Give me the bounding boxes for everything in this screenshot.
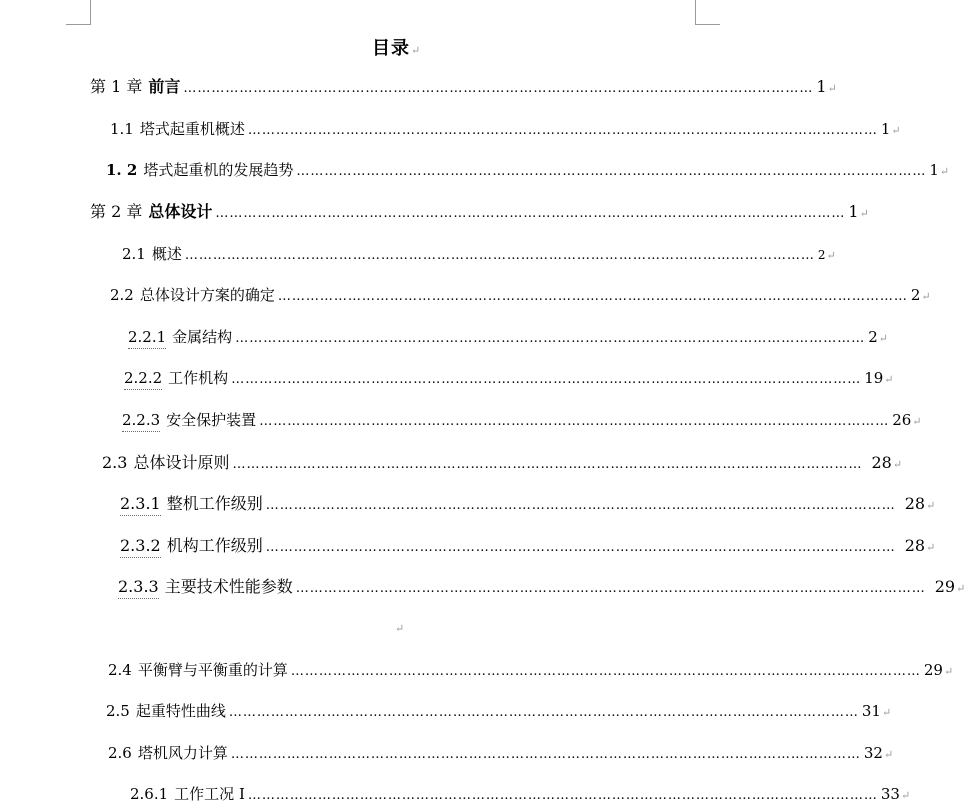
- crop-mark-top-right: [695, 0, 720, 25]
- toc-entry-page: 28: [904, 494, 926, 513]
- paragraph-mark-icon: ↵: [411, 44, 422, 57]
- toc-entry-page: 32: [863, 744, 883, 762]
- toc-entry-number: 2.3.1: [120, 493, 161, 516]
- toc-entry[interactable]: [90, 201, 869, 223]
- dot-leader: ………………………………………………………………………………………………………………………: [296, 164, 927, 179]
- paragraph-mark-icon: ↵: [926, 541, 936, 554]
- paragraph-mark-icon: ↵: [900, 789, 911, 802]
- toc-entry-label: 平衡臂与平衡重的计算: [137, 661, 288, 679]
- paragraph-mark-icon: ↵: [884, 373, 894, 386]
- paragraph-mark-icon: ↵: [827, 82, 837, 95]
- toc-entry-label: 概述: [151, 245, 182, 263]
- toc-entry-page: 2: [910, 286, 921, 304]
- toc-entry-number: 2.2.1: [128, 326, 166, 349]
- toc-entry-number: 2.4: [108, 661, 132, 679]
- toc-entry[interactable]: [130, 783, 911, 805]
- toc-entry-page: 19: [864, 369, 884, 387]
- toc-entry-page: 31: [861, 702, 881, 720]
- toc-entry-label: 机构工作级别: [166, 536, 263, 555]
- toc-title-text: 目录: [372, 38, 410, 59]
- paragraph-mark-icon: ↵: [956, 582, 965, 595]
- toc-entry-page: 1: [816, 77, 827, 96]
- toc-entry-page: 1: [848, 202, 859, 221]
- toc-entry-number: 第 2 章: [90, 202, 143, 221]
- toc-entry[interactable]: [110, 118, 901, 140]
- toc-entry-number: 1.1: [110, 120, 134, 138]
- toc-entry-number: 2.3.2: [120, 535, 161, 558]
- toc-entry-page: 2: [868, 328, 878, 346]
- toc-entry-label: 总体设计原则: [133, 453, 230, 472]
- paragraph-mark-icon: ↵: [859, 207, 869, 220]
- toc-entry-label: 工作工况 I: [174, 785, 245, 803]
- toc-entry-label: 塔式起重机的发展趋势: [143, 161, 294, 179]
- toc-entry-number: 2.2.2: [124, 367, 162, 390]
- toc-entry[interactable]: [128, 326, 888, 348]
- toc-entry-number: 1. 2: [106, 161, 138, 179]
- toc-entry[interactable]: [106, 159, 950, 181]
- toc-entry-page: 29: [934, 577, 956, 596]
- paragraph-mark-icon: ↵: [912, 415, 922, 428]
- dot-leader: ………………………………………………………………………………………………………………………: [215, 206, 846, 221]
- toc-entry-page: 1: [929, 161, 939, 179]
- dot-leader: ………………………………………………………………………………………………………………………: [247, 788, 878, 803]
- paragraph-mark-icon: ↵: [881, 706, 892, 719]
- dot-leader: ………………………………………………………………………………………………………………………: [265, 498, 896, 513]
- toc-entry[interactable]: [90, 76, 837, 98]
- paragraph-mark-icon: ↵: [878, 332, 888, 345]
- toc-entry[interactable]: [122, 243, 836, 265]
- dot-leader: ………………………………………………………………………………………………………………………: [232, 457, 863, 472]
- toc-entry-label: 金属结构: [172, 328, 233, 346]
- dot-leader: ………………………………………………………………………………………………………………………: [183, 81, 814, 96]
- dot-leader: ………………………………………………………………………………………………………………………: [277, 289, 908, 304]
- dot-leader: ………………………………………………………………………………………………………………………: [265, 540, 896, 555]
- dot-leader: ………………………………………………………………………………………………………………………: [231, 372, 862, 387]
- dot-leader: ………………………………………………………………………………………………………………………: [290, 664, 921, 679]
- toc-entry-label: 前言: [148, 77, 181, 96]
- toc-title: [372, 34, 421, 60]
- toc-entry-label: 安全保护装置: [166, 411, 257, 429]
- paragraph-mark-icon: ↵: [926, 499, 936, 512]
- toc-entry-page: 28: [904, 536, 926, 555]
- toc-entry-number: 2.3: [102, 453, 128, 472]
- toc-entry[interactable]: [102, 452, 903, 474]
- dot-leader: ………………………………………………………………………………………………………………………: [247, 123, 878, 138]
- toc-entry-number: 2.2.3: [122, 409, 160, 432]
- paragraph-mark-icon: ↵: [891, 124, 901, 137]
- toc-entry[interactable]: [110, 284, 931, 306]
- toc-entry-page: 29: [923, 661, 943, 679]
- toc-entry-page: 33: [880, 785, 900, 803]
- dot-leader: ………………………………………………………………………………………………………………………: [184, 248, 815, 263]
- paragraph-mark-icon: ↵: [883, 748, 894, 761]
- toc-entry-page: 26: [892, 411, 912, 429]
- toc-entry-number: 2.6.1: [130, 785, 169, 803]
- crop-mark-top-left: [66, 0, 91, 25]
- paragraph-mark-icon: ↵: [921, 290, 931, 303]
- toc-entry-page: 2: [817, 248, 826, 262]
- toc-entry[interactable]: [108, 742, 894, 764]
- toc-entry[interactable]: [118, 576, 965, 598]
- toc-entry-label: 总体设计方案的确定: [139, 286, 275, 304]
- paragraph-mark-icon: ↵: [939, 165, 950, 178]
- toc-entry-label: 总体设计: [148, 202, 213, 221]
- dot-leader: ………………………………………………………………………………………………………………………: [259, 414, 890, 429]
- toc-entry-number: 第 1 章: [90, 77, 143, 96]
- toc-entry-number: 2.5: [106, 702, 130, 720]
- toc-entry-label: 整机工作级别: [166, 494, 263, 513]
- paragraph-mark-icon: ↵: [943, 665, 954, 678]
- toc-entry-number: 2.6: [108, 744, 132, 762]
- toc-entry-number: 2.3.3: [118, 576, 159, 599]
- toc-entry-number: 2.1: [122, 245, 146, 263]
- toc-entry-page: 1: [880, 120, 891, 138]
- dot-leader: ………………………………………………………………………………………………………………………: [230, 747, 861, 762]
- paragraph-mark-icon: ↵: [395, 622, 405, 635]
- paragraph-mark-icon: ↵: [826, 249, 836, 262]
- toc-entry-label: 工作机构: [168, 369, 229, 387]
- toc-entry-page: 28: [871, 453, 892, 472]
- toc-entry[interactable]: [120, 493, 936, 515]
- paragraph-mark-icon: ↵: [892, 458, 903, 471]
- dot-leader: ………………………………………………………………………………………………………………………: [228, 705, 859, 720]
- dot-leader: ………………………………………………………………………………………………………………………: [295, 581, 926, 596]
- dot-leader: ………………………………………………………………………………………………………………………: [235, 331, 866, 346]
- toc-entry[interactable]: [106, 700, 892, 722]
- toc-entry[interactable]: [108, 659, 954, 681]
- toc-entry-label: 塔式起重机概述: [139, 120, 245, 138]
- toc-entry-number: 2.2: [110, 286, 134, 304]
- toc-entry-label: 起重特性曲线: [135, 702, 226, 720]
- toc-entry[interactable]: [120, 535, 936, 557]
- toc-entry-label: 塔机风力计算: [137, 744, 228, 762]
- toc-entry[interactable]: [122, 409, 922, 431]
- toc-entry-label: 主要技术性能参数: [164, 577, 293, 596]
- toc-entry[interactable]: [124, 367, 894, 389]
